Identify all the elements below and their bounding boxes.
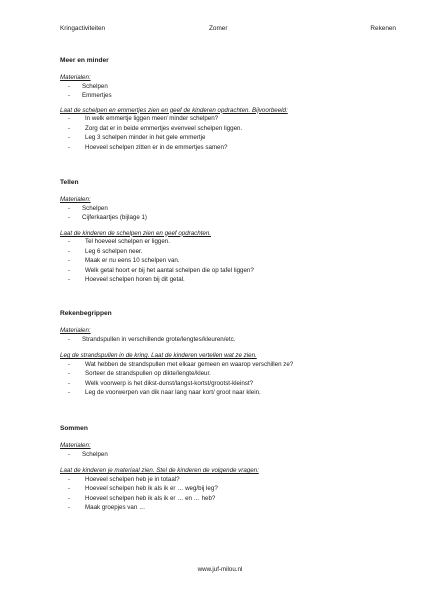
- header-center: Zomer: [209, 25, 228, 32]
- task-list: [60, 476, 390, 514]
- list-item: - Hoeveel schelpen heb ik als ik er … en … heb?: [68, 494, 216, 502]
- list-item: - Maak groepjes van …: [68, 504, 146, 511]
- task-list: [60, 361, 390, 399]
- list-item: - Schelpen: [68, 82, 108, 90]
- list-item: - Tel hoeveel schelpen er liggen.: [68, 238, 170, 245]
- list-item: - Sorteer de strandspullen op dikte/lengte/kleur.: [68, 370, 211, 377]
- list-item: - Hoeveel schelpen horen bij dit getal.: [68, 276, 185, 283]
- list-item: - Schelpen: [68, 204, 108, 212]
- page-header: [60, 25, 396, 35]
- list-item: - Leg de voorwerpen van dik naar lang naar kort/ groot naar klein.: [68, 389, 261, 396]
- section-title: Rekenbegrippen: [60, 310, 112, 317]
- header-left: Kringactiviteiten: [60, 25, 106, 32]
- list-item: - Hoeveel schelpen zitten er in de emmertjes samen?: [68, 143, 228, 151]
- list-item: - Zorg dat er in beide emmertjes evenveel schelpen liggen.: [68, 124, 243, 132]
- list-item: - Cijferkaartjes (bijlage 1): [68, 214, 147, 221]
- task-list: [60, 238, 390, 286]
- list-item: - In welk emmertje liggen meer/ minder schelpen?: [68, 115, 219, 122]
- instruction: Laat de kinderen je materiaal zien. Stel de kinderen de volgende vragen:: [60, 467, 259, 474]
- task-list: [60, 115, 390, 153]
- list-item: - Maak er nu eens 10 schelpen van.: [68, 257, 180, 264]
- section-title: Tellen: [60, 179, 79, 186]
- list-item: - Strandspullen in verschillende grote/lengtes/kleuren/etc.: [68, 335, 236, 343]
- materials-list: [60, 205, 390, 224]
- list-item: - Wat hebben de strandspullen met elkaar gemeen en waarop verschillen ze?: [68, 360, 294, 368]
- list-item: - Welk getal hoort er bij het aantal schelpen die op tafel liggen?: [68, 266, 254, 274]
- list-item: - Leg 3 schelpen minder in het gele emmertje: [68, 134, 206, 141]
- section-title: Meer en minder: [60, 57, 109, 64]
- section-title: Sommen: [60, 425, 88, 432]
- list-item: - Welk voorwerp is het dikst-dunst/langst-kortst/grootst-kleinst?: [68, 379, 254, 387]
- instruction: Laat de schelpen en emmertjes zien en geef de kinderen opdrachten. Bijvoorbeeld:: [60, 106, 288, 114]
- materials-label: Materialen:: [60, 327, 91, 334]
- instruction: Leg de strandspullen in de kring. Laat de kinderen vertellen wat ze zien.: [60, 352, 257, 359]
- materials-list: [60, 83, 390, 101]
- section-sommen: [60, 424, 390, 514]
- materials-label: Materialen:: [60, 442, 91, 449]
- instruction: Laat de kinderen de schelpen zien en geef opdrachten.: [60, 229, 212, 237]
- materials-list: [60, 336, 390, 346]
- materials-list: [60, 451, 390, 461]
- footer-url: www.juf-milou.nl: [197, 566, 243, 573]
- section-tellen: [60, 178, 390, 286]
- section-rekenbegrippen: [60, 309, 390, 399]
- materials-label: Materialen:: [60, 74, 91, 81]
- section-meer-en-minder: [60, 56, 390, 153]
- list-item: - Leg 6 schelpen neer.: [68, 247, 143, 255]
- materials-label: Materialen:: [60, 196, 91, 203]
- list-item: - Emmertjes: [68, 91, 112, 99]
- list-item: - Hoeveel schelpen heb je in totaal?: [68, 475, 180, 483]
- list-item: - Schelpen: [68, 450, 108, 458]
- header-right: Rekenen: [370, 25, 396, 32]
- list-item: - Hoeveel schelpen heb ik als ik er … weg/bij leg?: [68, 485, 218, 492]
